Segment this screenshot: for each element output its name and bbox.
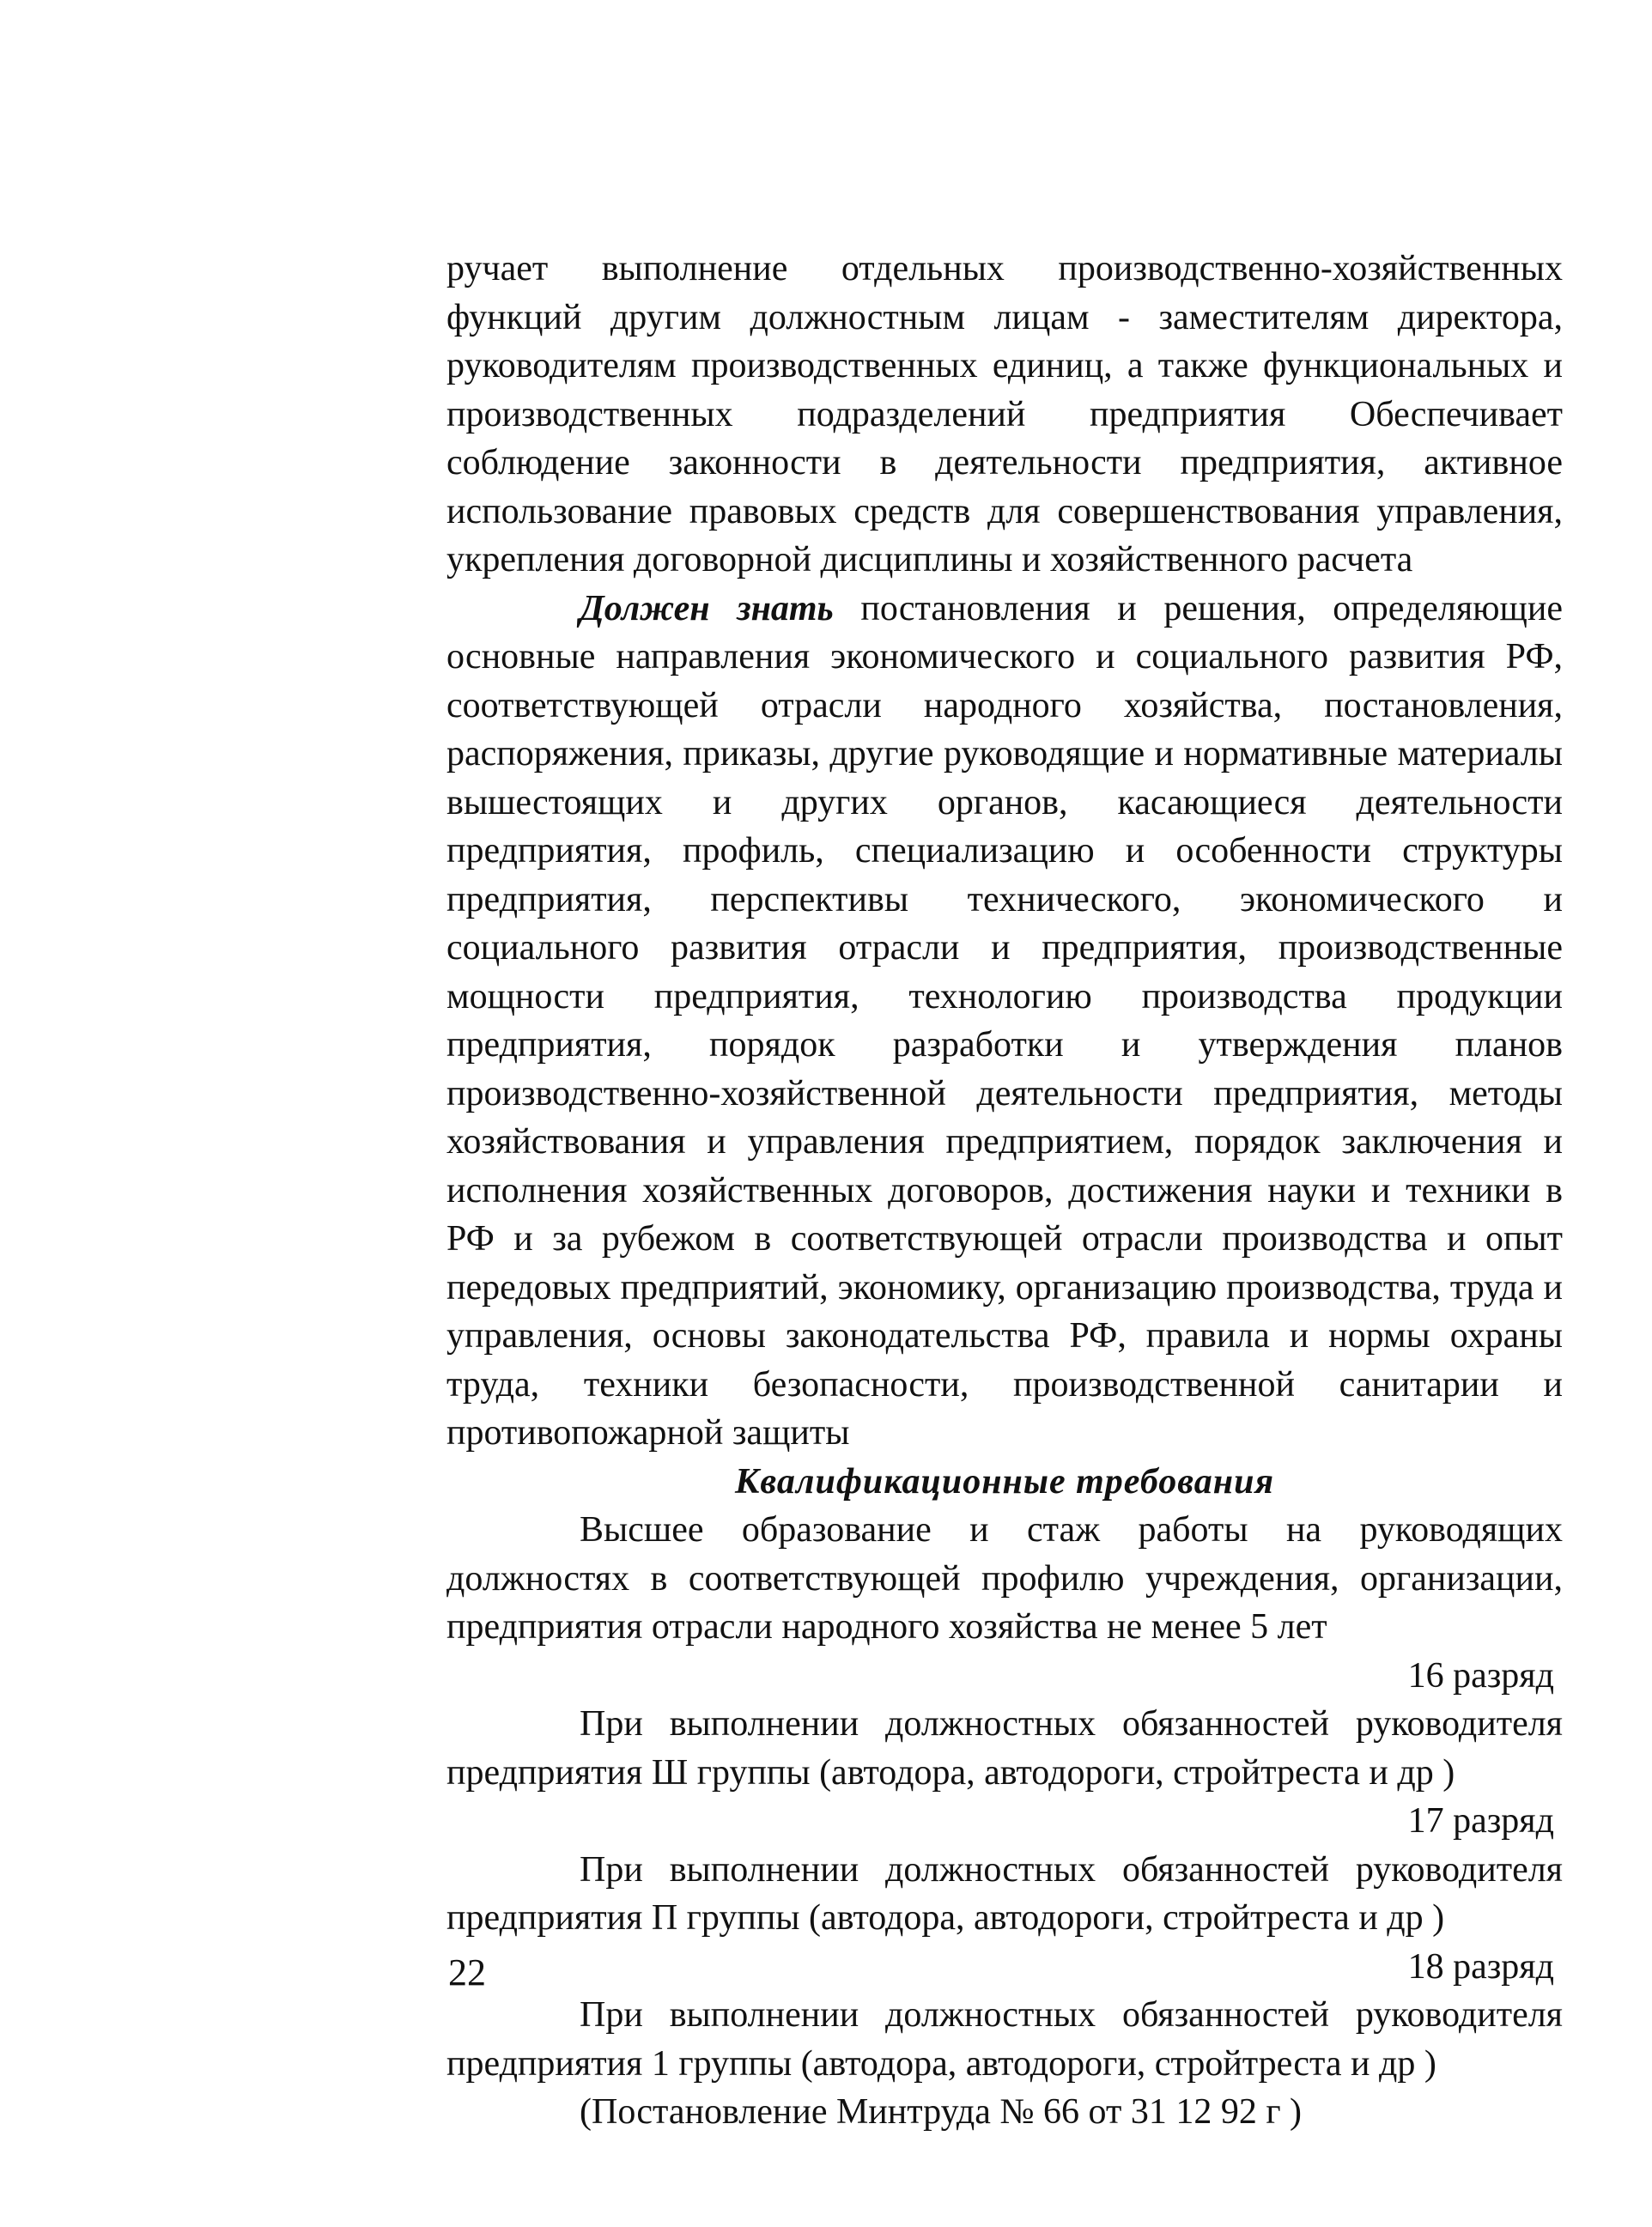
legal-reference: (Постановление Минтруда № 66 от 31 12 92 г ) [580, 2092, 1303, 2132]
grade-label: 16 разряд [1407, 1655, 1554, 1696]
grade-label: 17 разряд [1407, 1801, 1554, 1841]
qualification-heading: Квалификационные требования [734, 1461, 1275, 1502]
must-know-text: постановления и решения, определяющие основные направления экономического и социального развития РФ, соответствующей отрасли народного хозяйства, постановления, распоряжения, приказы, другие руководящие и нормативные материалы вышестоящих и других органов, касающиеся деятельности предприятия, профиль, специализацию и особенности структуры предприятия, перспективы технического, экономического и социального развития отрасли и предприятия, производственные мощности предприятия, технологию производства продукции предприятия, порядок разработки и утверждения планов производственно-хозяйственной деятельности предприятия, методы хозяйствования и управления предприятием, порядок заключения и исполнения хозяйственных договоров, достижения науки и техники в РФ и за рубежом в соответствующей отрасли производства и опыт передовых предприятий, экономику, организацию производства, труда и управления, основы законодательства РФ, правила и нормы охраны труда, техники безопасности, производственной санитарии и противопожарной защиты [446, 588, 1563, 1453]
intro-paragraph: ручает выполнение отдельных производственно-хозяйственных функций другим должностным лицам - заместителям директора, руководителям производственных единиц, а также функциональных и производственных подразделений предприятия Обеспечивает соблюдение законности в деятельности предприятия, активное использование правовых средств для совершенствования управления, укрепления договорной дисциплины и хозяйственного расчета [446, 249, 1563, 580]
grade-label: 18 разряд [1407, 1946, 1554, 1987]
must-know-lead: Должен знать [580, 588, 834, 628]
qualification-text: Высшее образование и стаж работы на руководящих должностях в соответствующей профилю учреждения, организации, предприятия отрасли народного хозяйства не менее 5 лет [446, 1510, 1563, 1647]
grade-description: При выполнении должностных обязанностей руководителя предприятия 1 группы (автодора, автодороги, стройтреста и др ) [446, 1995, 1563, 2084]
grade-description: При выполнении должностных обязанностей руководителя предприятия П группы (автодора, автодороги, стройтреста и др ) [446, 1849, 1563, 1938]
grade-description: При выполнении должностных обязанностей руководителя предприятия Ш группы (автодора, автодороги, стройтреста и др ) [446, 1704, 1563, 1793]
must-know-paragraph [446, 585, 1563, 1458]
page-number: 22 [448, 1951, 486, 1993]
main-text-block [446, 245, 1563, 2137]
